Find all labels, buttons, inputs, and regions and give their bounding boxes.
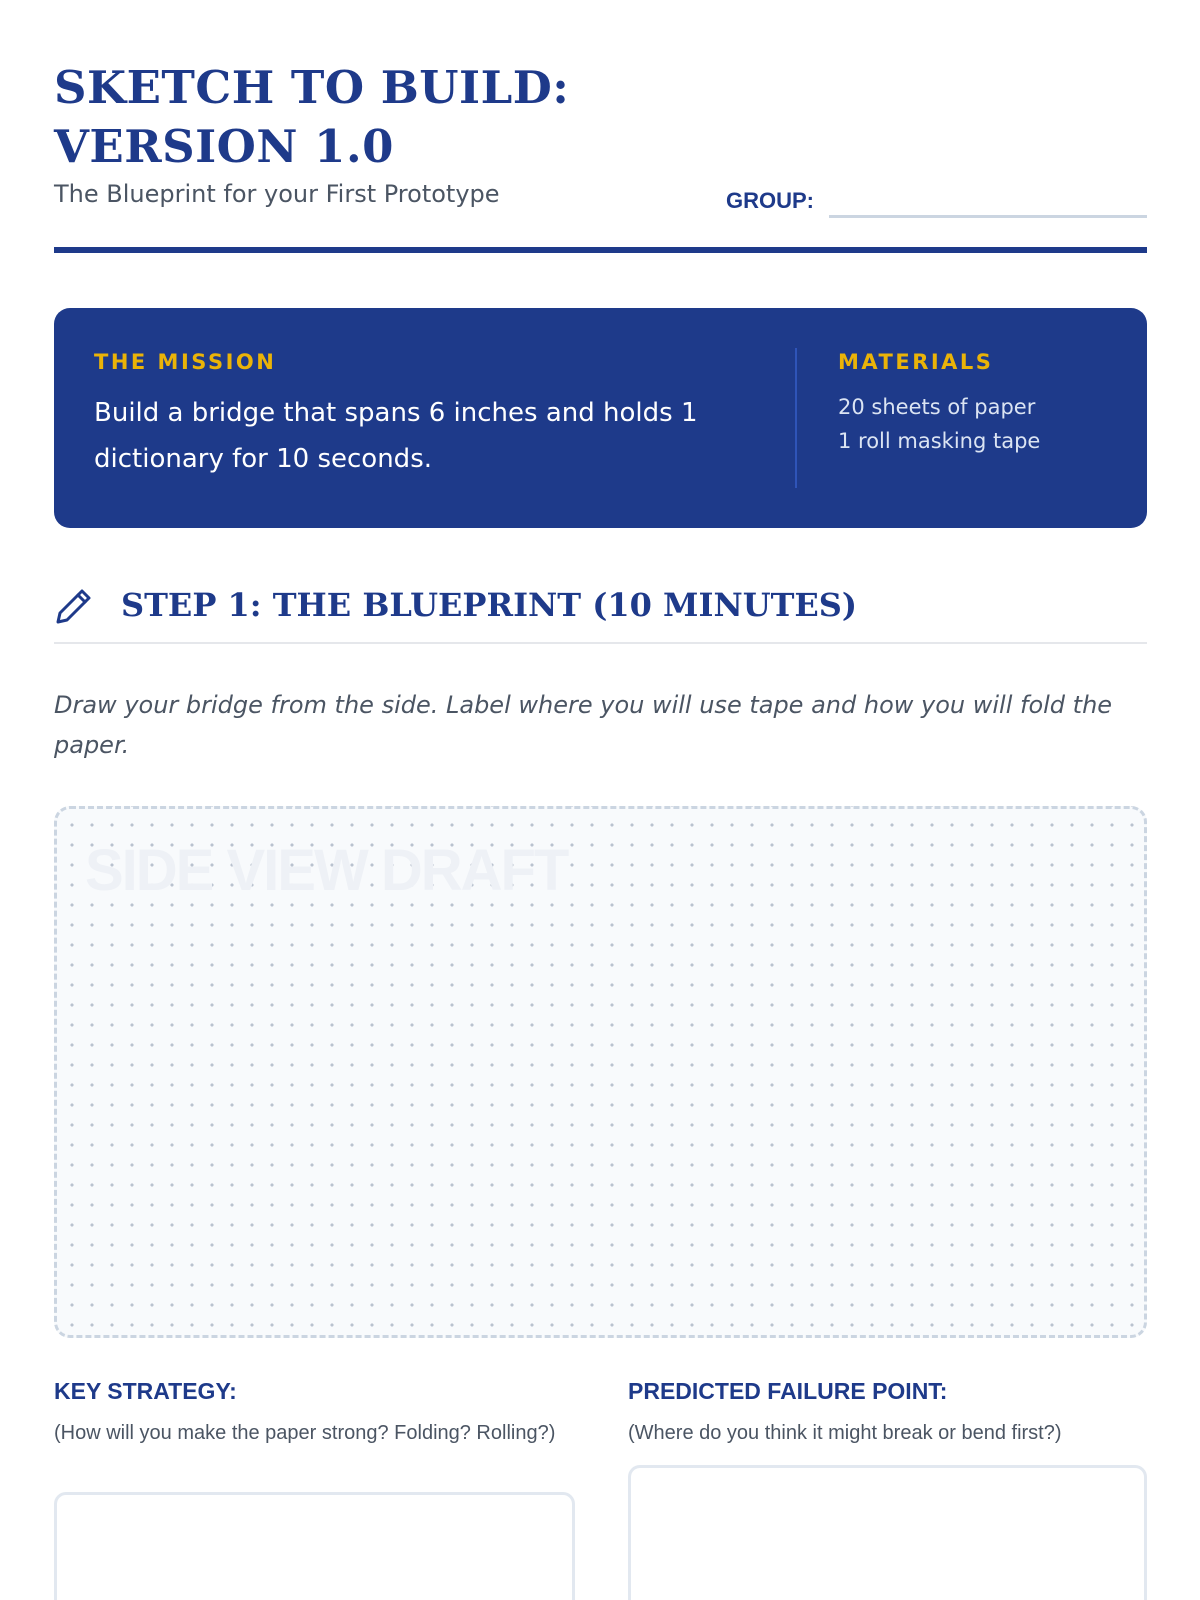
title-line-1: SKETCH TO BUILD:	[54, 61, 570, 114]
sketch-area[interactable]	[54, 806, 1147, 1338]
mission-text: Build a bridge that spans 6 inches and holds 1 dictionary for 10 seconds.	[94, 398, 698, 474]
failure-point-answer-box[interactable]	[628, 1465, 1147, 1600]
group-name-field[interactable]	[829, 215, 1147, 218]
materials-section	[838, 350, 1128, 458]
materials-label: MATERIALS	[838, 350, 994, 374]
key-strategy-section	[54, 1378, 574, 1447]
materials-item: 20 sheets of paper	[838, 395, 1036, 419]
materials-list	[838, 390, 1128, 458]
step-1-title: STEP 1: THE BLUEPRINT (10 MINUTES)	[121, 586, 858, 624]
page-title	[54, 58, 1146, 176]
materials-item: 1 roll masking tape	[838, 429, 1041, 453]
key-strategy-answer-box[interactable]	[54, 1492, 575, 1600]
group-label: GROUP:	[726, 188, 814, 213]
page-subtitle: The Blueprint for your First Prototype	[54, 180, 500, 208]
mission-divider	[795, 348, 797, 488]
failure-point-section	[628, 1378, 1147, 1447]
key-strategy-help: (How will you make the paper strong? Folding? Rolling?)	[54, 1422, 556, 1444]
mission-section	[94, 350, 754, 482]
mission-label: THE MISSION	[94, 350, 277, 374]
failure-point-help: (Where do you think it might break or bend first?)	[628, 1422, 1062, 1444]
step-divider	[54, 642, 1147, 644]
header-divider	[54, 247, 1147, 253]
pencil-icon	[54, 586, 94, 626]
key-strategy-label: KEY STRATEGY:	[54, 1378, 237, 1404]
failure-point-label: PREDICTED FAILURE POINT:	[628, 1378, 948, 1404]
title-line-2: VERSION 1.0	[54, 120, 394, 173]
sketch-watermark: SIDE VIEW DRAFT	[85, 838, 568, 903]
worksheet-header	[54, 58, 1146, 213]
step-1-instruction: Draw your bridge from the side. Label where you will use tape and how you will fold the paper.	[54, 691, 1113, 759]
mission-card	[54, 308, 1147, 528]
